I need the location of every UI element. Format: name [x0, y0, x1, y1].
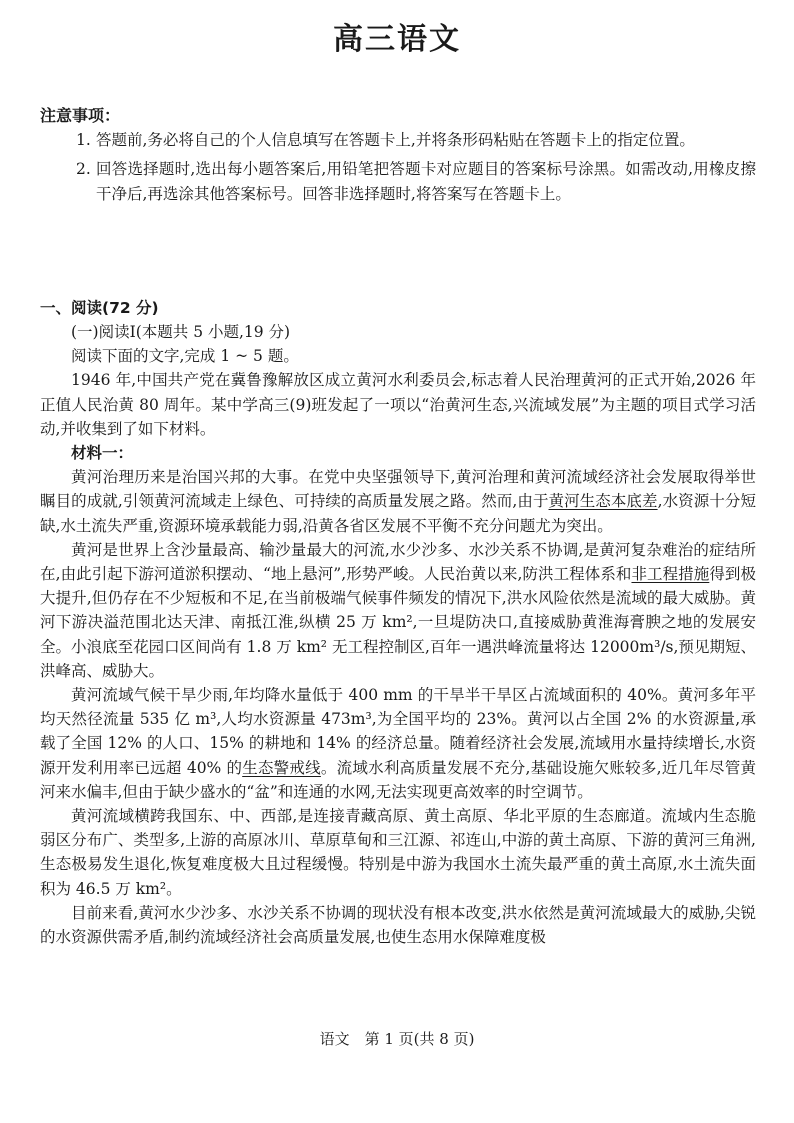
notice-number: 2.: [76, 160, 91, 178]
reading-passage: [40, 320, 756, 949]
underlined-phrase: 非工程措施: [631, 565, 710, 584]
text-run: 黄河治理历来是治国兴邦的大事。在党中央坚强领导下,黄河治理和黄河流域经济社会发展取得举世瞩目的成就,引领黄河流域走上绿色、可持续的高质量发展之路。然而,由于: [40, 468, 756, 511]
page-title: 高三语文: [333, 22, 461, 57]
sub-heading: (一)阅读Ⅰ(本题共 5 小题,19 分): [71, 323, 291, 341]
intro-paragraph: 1946 年,中国共产党在冀鲁豫解放区成立黄河水利委员会,标志着人民治理黄河的正式开始,2026 年正值人民治黄 80 周年。某中学高三(9)班发起了一项以“治黄河生态,兴流域发展”为主题的项目式学习活动,并收集到了如下材料。: [40, 371, 756, 438]
notice-heading: 注意事项：: [40, 106, 121, 125]
text-run: 黄河是世界上含沙量最高、输沙量最大的河流,水少沙多、水沙关系不协调,是黄河复杂难治的症结所在,由此引起下游河道淤积摆动、“地上悬河”,形势严峻。人民治黄以来,防洪工程体系和: [40, 540, 756, 584]
text-run: 。流域水利高质量发展不充分,基础设施欠账较多,近几年尽管黄河来水偏丰,但由于缺少盛水的“盆”和连通的水网,无法实现更高效率的时空调节。: [40, 758, 756, 801]
notice-text: 回答选择题时,选出每小题答案后,用铅笔把答题卡对应题目的答案标号涂黑。如需改动,用橡皮擦干净后,再选涂其他答案标号。回答非选择题时,将答案写在答题卡上。: [96, 160, 756, 203]
paragraph-1: [40, 465, 756, 538]
instruction: 阅读下面的文字,完成 1 ~ 5 题。: [71, 347, 299, 366]
underlined-phrase: 黄河生态本底差: [548, 492, 658, 511]
paragraph-3: [40, 683, 756, 804]
section-heading: 一、阅读(72 分): [40, 299, 159, 317]
paragraph-2: [40, 538, 756, 683]
notice-number: 1.: [76, 131, 91, 149]
text-run: 黄河流域气候干旱少雨,年均降水量低于 400 mm 的干旱半干旱区占流域面积的 40%。黄河多年平均天然径流量 535 亿 m³,人均水资源量 473m³,为全国平均的 23%。黄河以占全国 2% 的水资源量,承载了全国 12% 的人口、15% 的耕地和 14% 的经济总量。随着经济社会发展,流域用水量持续增长,水资源开发利用率已远超 40% 的: [40, 686, 756, 777]
text-run: ,水资源十分短缺,水土流失严重,资源环境承载能力弱,沿黄各省区发展不平衡不充分问题尤为突出。: [40, 492, 756, 535]
underlined-phrase: 生态警戒线: [242, 758, 321, 777]
page-footer: 语文 第 1 页(共 8 页): [319, 1030, 475, 1048]
paragraph-5: 目前来看,黄河水少沙多、水沙关系不协调的现状没有根本改变,洪水依然是黄河流域最大的威胁,尖锐的水资源供需矛盾,制约流域经济社会高质量发展,也使生态用水保障难度极: [40, 903, 756, 947]
paragraph-4: 黄河流域横跨我国东、中、西部,是连接青藏高原、黄土高原、华北平原的生态廊道。流域内生态脆弱区分布广、类型多,上游的高原冰川、草原草甸和三江源、祁连山,中游的黄土高原、下游的黄河三角洲,生态极易发生退化,恢复难度极大且过程缓慢。特别是中游为我国水土流失最严重的黄土高原,水土流失面积为 46.5 万 km²。: [40, 807, 756, 898]
notice-item: [76, 128, 756, 153]
notice-text: 答题前,务必将自己的个人信息填写在答题卡上,并将条形码粘贴在答题卡上的指定位置。: [96, 131, 695, 149]
material-label: 材料一：: [71, 443, 134, 463]
text-run: 得到极大提升,但仍存在不少短板和不足,在当前极端气候事件频发的情况下,洪水风险依然是流域的最大威胁。黄河下游决溢范围北达天津、南抵江淮,纵横 25 万 km²,一旦堤防决口,直接威胁黄淮海膏腴之地的发展安全。小浪底至花园口区间尚有 1.8 万 km² 无工程控制区,百年一遇洪峰流量将达 12000m³/s,预见期短、洪峰高、威胁大。: [40, 565, 756, 680]
notice-item: [76, 157, 756, 207]
notice-list: [76, 128, 756, 211]
